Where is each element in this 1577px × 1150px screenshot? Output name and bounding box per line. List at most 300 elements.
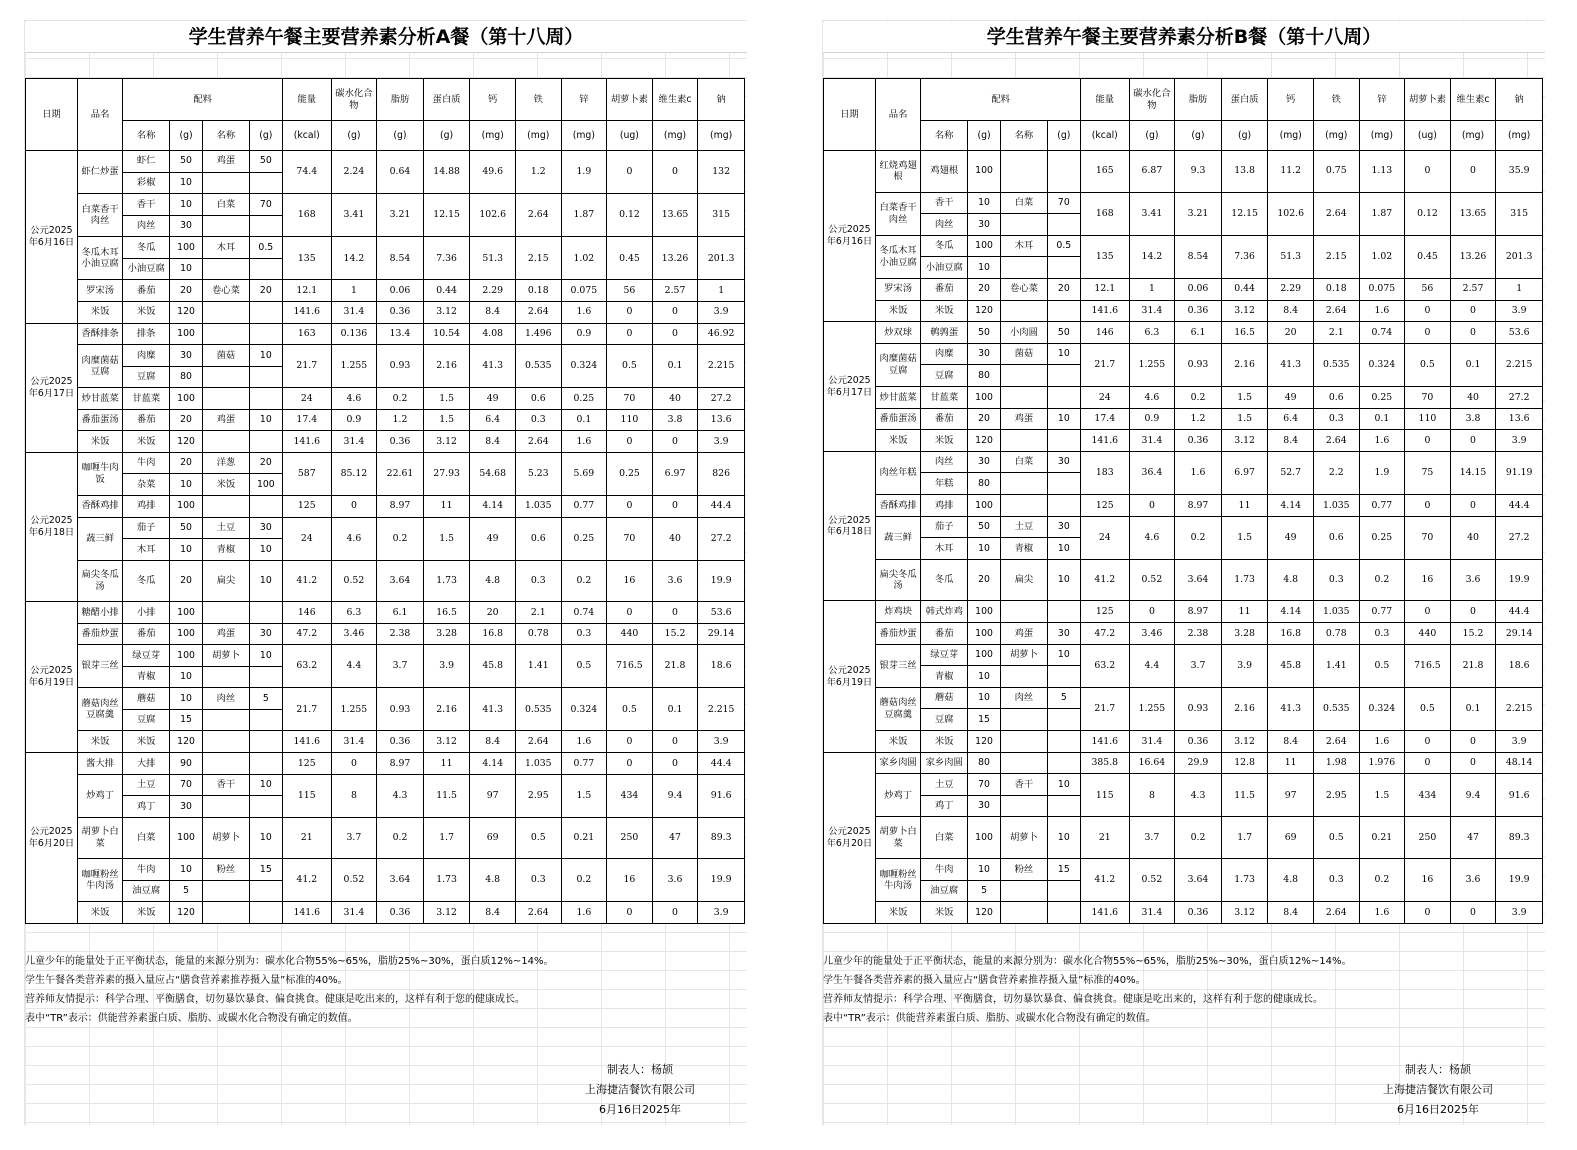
nutrient-value: 201.3: [698, 237, 745, 280]
ingredient-cell: 米饭: [203, 474, 250, 496]
nutrient-value: 6.1: [377, 602, 424, 624]
ingredient-cell: 青椒: [1001, 538, 1048, 560]
ingredient-cell: 80: [169, 366, 202, 388]
nutrient-value: 3.9: [1496, 430, 1543, 452]
nutrient-value: 13.6: [698, 409, 745, 431]
nutrient-value: 18.6: [698, 645, 745, 688]
nutrient-value: 146: [1080, 322, 1129, 344]
header-row: [26, 79, 745, 121]
dish-name: 虾仁炒蛋: [77, 151, 123, 194]
nutrient-value: 51.3: [1268, 235, 1314, 278]
nutrient-value: 8.4: [1268, 300, 1314, 322]
nutrient-value: 13.6: [1496, 408, 1543, 430]
header-row: [824, 79, 1543, 121]
nutrient-value: 0: [607, 151, 653, 194]
nutrient-value: 53.6: [698, 602, 745, 624]
nutrition-table-wrap: [25, 78, 745, 924]
ingredient-cell: 鸡蛋: [203, 409, 250, 431]
dish-name: 炒鸡丁: [77, 774, 123, 817]
nutrient-value: 3.8: [1450, 408, 1496, 430]
nutrient-value: 3.46: [331, 623, 377, 645]
nutrient-value: 49.6: [470, 151, 516, 194]
dish-name: 肉丝年糕: [875, 451, 921, 494]
ingredient-cell: 白菜: [1001, 192, 1048, 214]
nutrient-value: 2.24: [331, 151, 377, 194]
nutrient-value: 2.64: [515, 194, 561, 237]
nutrient-value: 0.6: [515, 517, 561, 560]
nutrient-value: 3.28: [423, 623, 470, 645]
nutrient-value: 0.1: [1359, 408, 1405, 430]
ingredient-cell: 10: [249, 539, 282, 561]
nutrient-value: 0.12: [1405, 192, 1451, 235]
ingredient-cell: 白菜: [123, 817, 170, 858]
ingredient-cell: 茄子: [123, 517, 170, 539]
nutrient-value: 141.6: [282, 301, 331, 323]
ingredient-cell: [203, 323, 250, 345]
nutrient-value: 4.6: [1129, 387, 1175, 409]
ingredient-cell: 10: [1047, 644, 1080, 666]
nutrient-value: 1.6: [1359, 731, 1405, 753]
ingredient-cell: 120: [967, 902, 1000, 924]
header-carbs: 碳水化合物: [331, 79, 377, 121]
nutrient-value: 8.4: [1268, 902, 1314, 924]
nutrient-value: 0.74: [1359, 322, 1405, 344]
ingredient-cell: [1001, 902, 1048, 924]
dish-name: 番茄炒蛋: [875, 623, 921, 645]
dish-name: 米饭: [875, 430, 921, 452]
nutrient-value: 69: [1268, 817, 1314, 859]
nutrient-value: 125: [1080, 495, 1129, 517]
table-row: [824, 774, 1543, 796]
nutrient-value: 9.3: [1175, 151, 1222, 193]
ingredient-cell: 5: [169, 880, 202, 902]
ingredient-cell: 鹌鹑蛋: [921, 322, 968, 344]
nutrient-value: 13.65: [1450, 192, 1496, 235]
nutrient-value: 0: [652, 301, 698, 323]
ingredient-cell: 100: [967, 235, 1000, 257]
nutrient-value: 6.3: [331, 602, 377, 624]
nutrient-value: 27.2: [698, 388, 745, 410]
nutrient-value: 31.4: [1129, 731, 1175, 753]
nutrient-value: 141.6: [1080, 300, 1129, 322]
table-row: [824, 151, 1543, 193]
ingredient-cell: 韩式炸鸡: [921, 601, 968, 623]
ingredient-cell: [249, 753, 282, 775]
nutrient-value: 0: [1450, 902, 1496, 924]
ingredient-cell: 卷心菜: [203, 280, 250, 302]
nutrient-value: 3.12: [423, 431, 470, 453]
nutrient-value: 1.255: [331, 345, 377, 388]
nutrient-value: 102.6: [470, 194, 516, 237]
header-name: 名称: [1001, 121, 1048, 151]
header-units-row: [26, 121, 745, 151]
nutrient-value: 3.21: [1175, 192, 1222, 235]
ingredient-cell: 20: [1047, 278, 1080, 300]
nutrient-value: 3.9: [698, 731, 745, 753]
nutrient-value: 1.5: [423, 517, 470, 560]
nutrient-value: 2.29: [1268, 278, 1314, 300]
ingredient-cell: 鸡蛋: [1001, 623, 1048, 645]
nutrient-value: 0: [1405, 300, 1451, 322]
header-name: 名称: [123, 121, 170, 151]
nutrient-value: 27.93: [423, 452, 470, 495]
ingredient-cell: [1047, 495, 1080, 517]
nutrient-value: 440: [607, 623, 653, 645]
ingredient-cell: [1001, 365, 1048, 387]
nutrient-value: 1.9: [561, 151, 607, 194]
header-iron: 铁: [515, 79, 561, 121]
ingredient-cell: 菌菇: [203, 345, 250, 367]
ingredient-cell: 10: [169, 172, 202, 194]
nutrient-value: 163: [282, 323, 331, 345]
ingredient-cell: 扁尖: [203, 560, 250, 601]
nutrient-value: 0: [331, 496, 377, 518]
nutrient-value: 2.215: [1496, 687, 1543, 730]
ingredient-cell: 豆腐: [921, 365, 968, 387]
nutrient-value: 13.8: [1221, 151, 1268, 193]
date-cell: 公元2025年6月20日: [26, 753, 78, 924]
nutrient-value: 0: [652, 602, 698, 624]
nutrient-value: 19.9: [1496, 559, 1543, 601]
header-unit: (g): [1221, 121, 1268, 151]
ingredient-cell: 鸡排: [123, 496, 170, 518]
nutrient-value: 1.5: [561, 774, 607, 817]
ingredient-cell: [1001, 880, 1048, 902]
nutrient-value: 4.14: [1268, 601, 1314, 623]
table-row: [26, 560, 745, 601]
ingredient-cell: 鸡翅根: [921, 151, 968, 193]
ingredient-cell: 10: [1047, 408, 1080, 430]
table-row: [824, 495, 1543, 517]
ingredient-cell: 小油豆腐: [123, 258, 170, 280]
header-unit: (mg): [1313, 121, 1359, 151]
table-row: [26, 753, 745, 775]
nutrient-value: 0.2: [1175, 387, 1222, 409]
nutrient-value: 40: [652, 388, 698, 410]
nutrient-value: 41.3: [470, 345, 516, 388]
note-line: 学生午餐各类营养素的摄入量应占“膳食营养素推荐摄入量”标准的40%。: [25, 975, 348, 986]
nutrient-value: 0.2: [377, 817, 424, 858]
nutrient-value: 141.6: [282, 431, 331, 453]
nutrient-value: 20: [470, 602, 516, 624]
dish-name: 酱大排: [77, 753, 123, 775]
header-unit: (mg): [1268, 121, 1314, 151]
sheet-title: 学生营养午餐主要营养素分析A餐（第十八周）: [25, 22, 747, 53]
ingredient-cell: [1047, 151, 1080, 193]
nutrient-value: 3.46: [1129, 623, 1175, 645]
dish-name: 冬瓜木耳小油豆腐: [77, 237, 123, 280]
nutrient-value: 2.64: [515, 301, 561, 323]
nutrient-value: 1.87: [561, 194, 607, 237]
date-cell: 公元2025年6月17日: [26, 323, 78, 452]
nutrient-value: 0.3: [1313, 859, 1359, 902]
dish-name: 米饭: [77, 731, 123, 753]
nutrient-value: 21: [1080, 817, 1129, 859]
nutrient-value: 0.3: [515, 409, 561, 431]
sheet-b: [822, 20, 1545, 1125]
nutrient-value: 16.8: [1268, 623, 1314, 645]
nutrient-value: 27.2: [1496, 516, 1543, 559]
dish-name: 米饭: [77, 301, 123, 323]
ingredient-cell: [1001, 257, 1048, 279]
nutrient-value: 0: [652, 431, 698, 453]
table-row: [824, 644, 1543, 666]
nutrient-value: 0.64: [377, 151, 424, 194]
ingredient-cell: [1047, 731, 1080, 753]
ingredient-cell: 米饭: [921, 731, 968, 753]
table-row: [26, 345, 745, 367]
ingredient-cell: 100: [169, 817, 202, 858]
table-row: [824, 687, 1543, 709]
ingredient-cell: 20: [169, 280, 202, 302]
nutrient-value: 2.16: [1221, 343, 1268, 386]
nutrient-value: 0: [652, 902, 698, 924]
nutrient-value: 0: [652, 731, 698, 753]
nutrient-value: 11: [1221, 495, 1268, 517]
ingredient-cell: [249, 602, 282, 624]
nutrient-value: 3.41: [331, 194, 377, 237]
nutrient-value: 97: [470, 774, 516, 817]
nutrient-value: 1.6: [561, 731, 607, 753]
ingredient-cell: 100: [967, 151, 1000, 193]
header-zinc: 锌: [561, 79, 607, 121]
ingredient-cell: [249, 880, 282, 902]
header-unit: (mg): [561, 121, 607, 151]
nutrient-value: 0.324: [1359, 343, 1405, 386]
nutrient-value: 12.15: [423, 194, 470, 237]
nutrient-value: 4.6: [331, 388, 377, 410]
ingredient-cell: 30: [249, 623, 282, 645]
nutrient-value: 13.65: [652, 194, 698, 237]
nutrient-value: 48.14: [1496, 752, 1543, 774]
date-cell: 公元2025年6月19日: [824, 601, 876, 752]
ingredient-cell: 100: [967, 817, 1000, 859]
nutrient-value: 183: [1080, 451, 1129, 494]
table-row: [824, 408, 1543, 430]
nutrient-value: 0.93: [1175, 687, 1222, 730]
nutrient-value: 2.1: [515, 602, 561, 624]
ingredient-cell: 100: [967, 601, 1000, 623]
nutrient-value: 0.75: [1313, 151, 1359, 193]
dish-name: 香酥鸡排: [875, 495, 921, 517]
nutrient-value: 2.64: [1313, 902, 1359, 924]
nutrient-value: 44.4: [698, 753, 745, 775]
ingredient-cell: 肉丝: [1001, 687, 1048, 709]
nutrient-value: 41.3: [1268, 343, 1314, 386]
nutrient-value: 24: [1080, 516, 1129, 559]
ingredient-cell: 菌菇: [1001, 343, 1048, 365]
dish-name: 炸鸡块: [875, 601, 921, 623]
ingredient-cell: [1001, 430, 1048, 452]
notes: [823, 952, 1543, 1028]
ingredient-cell: 100: [169, 645, 202, 667]
ingredient-cell: [249, 388, 282, 410]
nutrient-value: 74.4: [282, 151, 331, 194]
ingredient-cell: [1047, 214, 1080, 236]
nutrient-value: 0.1: [1450, 687, 1496, 730]
ingredient-cell: [1047, 709, 1080, 731]
nutrient-value: 3.64: [377, 859, 424, 902]
ingredient-cell: 冬瓜: [123, 560, 170, 601]
nutrient-value: 0.075: [561, 280, 607, 302]
ingredient-cell: [249, 431, 282, 453]
ingredient-cell: 番茄: [123, 280, 170, 302]
nutrient-value: 41.3: [470, 688, 516, 731]
nutrient-value: 17.4: [1080, 408, 1129, 430]
nutrient-value: 0.36: [377, 731, 424, 753]
ingredient-cell: 番茄: [123, 409, 170, 431]
nutrient-value: 31.4: [1129, 300, 1175, 322]
note-line: 营养师友情提示：科学合理、平衡膳食，切勿暴饮暴食、偏食挑食。健康是吃出来的，这样有利于您的健康成长。: [823, 994, 1323, 1005]
nutrient-value: 4.3: [377, 774, 424, 817]
nutrient-value: 12.1: [282, 280, 331, 302]
nutrient-value: 13.26: [652, 237, 698, 280]
ingredient-cell: 油豆腐: [921, 880, 968, 902]
ingredient-cell: 120: [169, 731, 202, 753]
nutrient-value: 0.3: [561, 623, 607, 645]
ingredient-cell: [1001, 752, 1048, 774]
ingredient-cell: 米饭: [123, 431, 170, 453]
nutrient-value: 6.4: [1268, 408, 1314, 430]
ingredient-cell: 120: [967, 731, 1000, 753]
header-zinc: 锌: [1359, 79, 1405, 121]
nutrient-value: 0.535: [1313, 343, 1359, 386]
nutrient-value: 315: [1496, 192, 1543, 235]
ingredient-cell: 家乡肉圆: [921, 752, 968, 774]
nutrient-value: 3.6: [1450, 859, 1496, 902]
nutrient-value: 440: [1405, 623, 1451, 645]
header-unit: (mg): [698, 121, 745, 151]
nutrient-value: 141.6: [282, 902, 331, 924]
nutrient-value: 70: [607, 517, 653, 560]
sign-date: 6月16日2025年: [1397, 1103, 1479, 1116]
nutrient-value: 1.5: [1221, 408, 1268, 430]
nutrient-value: 2.15: [515, 237, 561, 280]
nutrient-value: 1: [1496, 278, 1543, 300]
ingredient-cell: 30: [967, 451, 1000, 473]
ingredient-cell: 10: [169, 688, 202, 710]
ingredient-cell: [1047, 880, 1080, 902]
ingredient-cell: 香干: [203, 774, 250, 796]
ingredient-cell: 木耳: [123, 539, 170, 561]
dish-name: 蔬三鲜: [77, 517, 123, 560]
nutrient-value: 0.2: [377, 388, 424, 410]
header-carotene: 胡萝卜素: [607, 79, 653, 121]
nutrient-value: 0.9: [561, 323, 607, 345]
ingredient-cell: [1047, 752, 1080, 774]
nutrient-value: 3.7: [1129, 817, 1175, 859]
ingredient-cell: 30: [967, 795, 1000, 817]
table-row: [26, 323, 745, 345]
nutrient-value: 4.8: [470, 560, 516, 601]
table-row: [824, 322, 1543, 344]
nutrient-value: 70: [1405, 387, 1451, 409]
nutrient-value: 49: [1268, 516, 1314, 559]
ingredient-cell: [1047, 257, 1080, 279]
dish-name: 蘑菇肉丝豆腐羹: [77, 688, 123, 731]
ingredient-cell: 100: [169, 496, 202, 518]
nutrient-value: 8.4: [1268, 731, 1314, 753]
nutrient-value: 1.73: [1221, 559, 1268, 601]
nutrient-value: 168: [282, 194, 331, 237]
ingredient-cell: 青椒: [921, 666, 968, 688]
nutrition-table: [25, 78, 745, 924]
nutrient-value: 14.2: [331, 237, 377, 280]
table-row: [824, 235, 1543, 257]
nutrient-value: 0.52: [1129, 859, 1175, 902]
nutrient-value: 1.13: [1359, 151, 1405, 193]
ingredient-cell: 10: [169, 666, 202, 688]
nutrient-value: 1.7: [1221, 817, 1268, 859]
nutrient-value: 8: [331, 774, 377, 817]
nutrient-value: 0.6: [1313, 387, 1359, 409]
table-row: [26, 817, 745, 858]
nutrient-value: 41.2: [282, 859, 331, 902]
nutrient-value: 0.1: [1450, 343, 1496, 386]
ingredient-cell: 15: [967, 709, 1000, 731]
nutrient-value: 12.1: [1080, 278, 1129, 300]
nutrient-value: 0.77: [561, 496, 607, 518]
ingredient-cell: [203, 902, 250, 924]
nutrient-value: 3.12: [423, 731, 470, 753]
table-row: [26, 388, 745, 410]
nutrient-value: 0.136: [331, 323, 377, 345]
nutrient-value: 3.64: [1175, 859, 1222, 902]
table-row: [824, 752, 1543, 774]
ingredient-cell: 蘑菇: [123, 688, 170, 710]
nutrient-value: 2.1: [1313, 322, 1359, 344]
nutrient-value: 0: [1450, 731, 1496, 753]
nutrient-value: 53.6: [1496, 322, 1543, 344]
nutrient-value: 1.035: [515, 496, 561, 518]
nutrient-value: 13.26: [1450, 235, 1496, 278]
nutrient-value: 0.74: [561, 602, 607, 624]
nutrient-value: 0.3: [1313, 559, 1359, 601]
table-row: [26, 602, 745, 624]
nutrient-value: 141.6: [1080, 731, 1129, 753]
nutrient-value: 21.8: [652, 645, 698, 688]
nutrient-value: 12.15: [1221, 192, 1268, 235]
nutrient-value: 0.45: [607, 237, 653, 280]
dish-name: 香酥鸡排: [77, 496, 123, 518]
nutrient-value: 16: [607, 560, 653, 601]
nutrient-value: 0: [1405, 752, 1451, 774]
nutrient-value: 63.2: [282, 645, 331, 688]
ingredient-cell: 胡萝卜: [203, 817, 250, 858]
header-calcium: 钙: [470, 79, 516, 121]
header-vitc: 维生素c: [652, 79, 698, 121]
nutrient-value: 49: [470, 388, 516, 410]
ingredient-cell: [1047, 365, 1080, 387]
header-unit: (mg): [515, 121, 561, 151]
ingredient-cell: [1001, 151, 1048, 193]
nutrient-value: 75: [1405, 451, 1451, 494]
ingredient-cell: 20: [249, 452, 282, 474]
nutrient-value: 45.8: [1268, 644, 1314, 687]
nutrient-value: 47: [652, 817, 698, 858]
nutrient-value: 11: [1268, 752, 1314, 774]
nutrient-value: 7.36: [423, 237, 470, 280]
ingredient-cell: [203, 301, 250, 323]
dish-name: 炒甘蓝菜: [875, 387, 921, 409]
ingredient-cell: [249, 366, 282, 388]
nutrient-value: 29.14: [698, 623, 745, 645]
nutrient-value: 3.12: [1221, 430, 1268, 452]
ingredient-cell: 胡萝卜: [1001, 644, 1048, 666]
dish-name: 肉糜菌菇豆腐: [77, 345, 123, 388]
nutrient-value: 0.93: [377, 688, 424, 731]
nutrient-value: 51.3: [470, 237, 516, 280]
